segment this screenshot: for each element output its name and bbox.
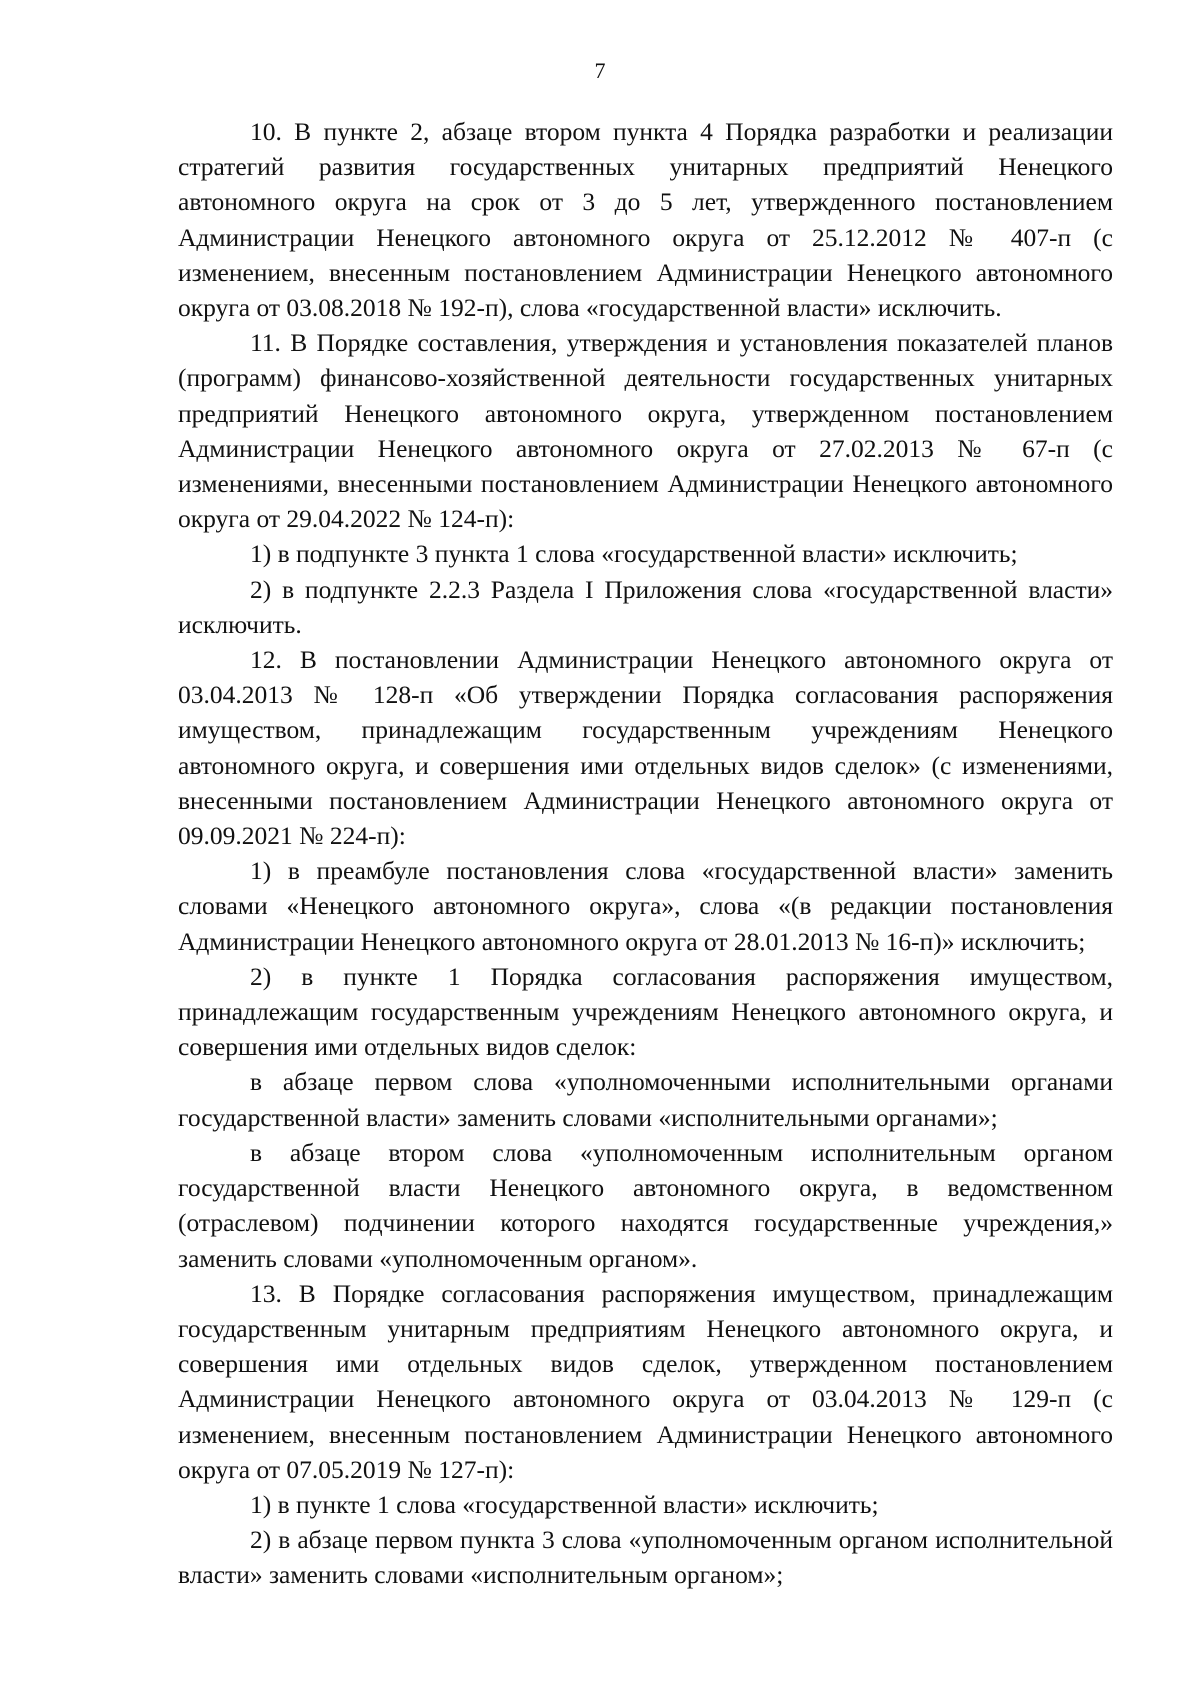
paragraph-item-11-subitem-1: 1) в подпункте 3 пункта 1 слова «государственной власти» исключить; xyxy=(250,539,1018,569)
paragraph-item-10: 10. В пункте 2, абзаце втором пункта 4 Порядка разработки и реализации стратегий развития государственных унитарных предприятий Ненецкого автономного округа на срок от 3 до 5 лет, утвержденного постановлением Администрации Ненецкого автономного округа от 25.12.2012 № 407-п (с изменением, внесенным постановлением Администрации Ненецкого автономного округа от 03.08.2018 № 192-п), слова «государственной власти» исключить. xyxy=(178,117,1113,323)
paragraph-item-13: 13. В Порядке согласования распоряжения имуществом, принадлежащим государственным унитарным предприятиям Ненецкого автономного округа, и совершения ими отдельных видов сделок, утвержденном постановлением Администрации Ненецкого автономного округа от 03.04.2013 № 129-п (с изменением, внесенным постановлением Администрации Ненецкого автономного округа от 07.05.2019 № 127-п): xyxy=(178,1278,1113,1484)
paragraph-item-12-abzac-2: в абзаце втором слова «уполномоченным исполнительным органом государственной власти Ненецкого автономного округа, в ведомственном (отраслевом) подчинении которого находятся государственные учреждения,» заменить словами «уполномоченным органом». xyxy=(178,1137,1113,1273)
paragraph-item-12-abzac-1: в абзаце первом слова «уполномоченными исполнительными органами государственной власти» заменить словами «исполнительными органами»; xyxy=(178,1067,1113,1132)
paragraph-item-12: 12. В постановлении Администрации Ненецкого автономного округа от 03.04.2013 № 128-п «Об утверждении Порядка согласования распоряжения имуществом, принадлежащим государственным учреждениям Ненецкого автономного округа, и совершения ими отдельных видов сделок» (с изменениями, внесенными постановлением Администрации Ненецкого автономного округа от 09.09.2021 № 224-п): xyxy=(178,645,1113,851)
paragraph-item-13-subitem-2: 2) в абзаце первом пункта 3 слова «уполномоченным органом исполнительной власти» заменить словами «исполнительным органом»; xyxy=(178,1525,1113,1590)
paragraph-item-12-subitem-2: 2) в пункте 1 Порядка согласования распоряжения имуществом, принадлежащим государственным учреждениям Ненецкого автономного округа, и совершения ими отдельных видов сделок: xyxy=(178,961,1113,1062)
paragraph-item-11-subitem-2: 2) в подпункте 2.2.3 Раздела I Приложения слова «государственной власти» исключить. xyxy=(178,574,1113,639)
page-number: 7 xyxy=(594,58,606,83)
document-body xyxy=(178,114,1113,1593)
paragraph-item-11: 11. В Порядке составления, утверждения и установления показателей планов (программ) финансово-хозяйственной деятельности государственных унитарных предприятий Ненецкого автономного округа, утвержденном постановлением Администрации Ненецкого автономного округа от 27.02.2013 № 67-п (с изменениями, внесенными постановлением Администрации Ненецкого автономного округа от 29.04.2022 № 124-п): xyxy=(178,328,1113,534)
paragraph-item-13-subitem-1: 1) в пункте 1 слова «государственной власти» исключить; xyxy=(250,1489,879,1519)
paragraph-item-12-subitem-1: 1) в преамбуле постановления слова «государственной власти» заменить словами «Ненецкого автономного округа», слова «(в редакции постановления Администрации Ненецкого автономного округа от 28.01.2013 № 16-п)» исключить; xyxy=(178,856,1113,956)
